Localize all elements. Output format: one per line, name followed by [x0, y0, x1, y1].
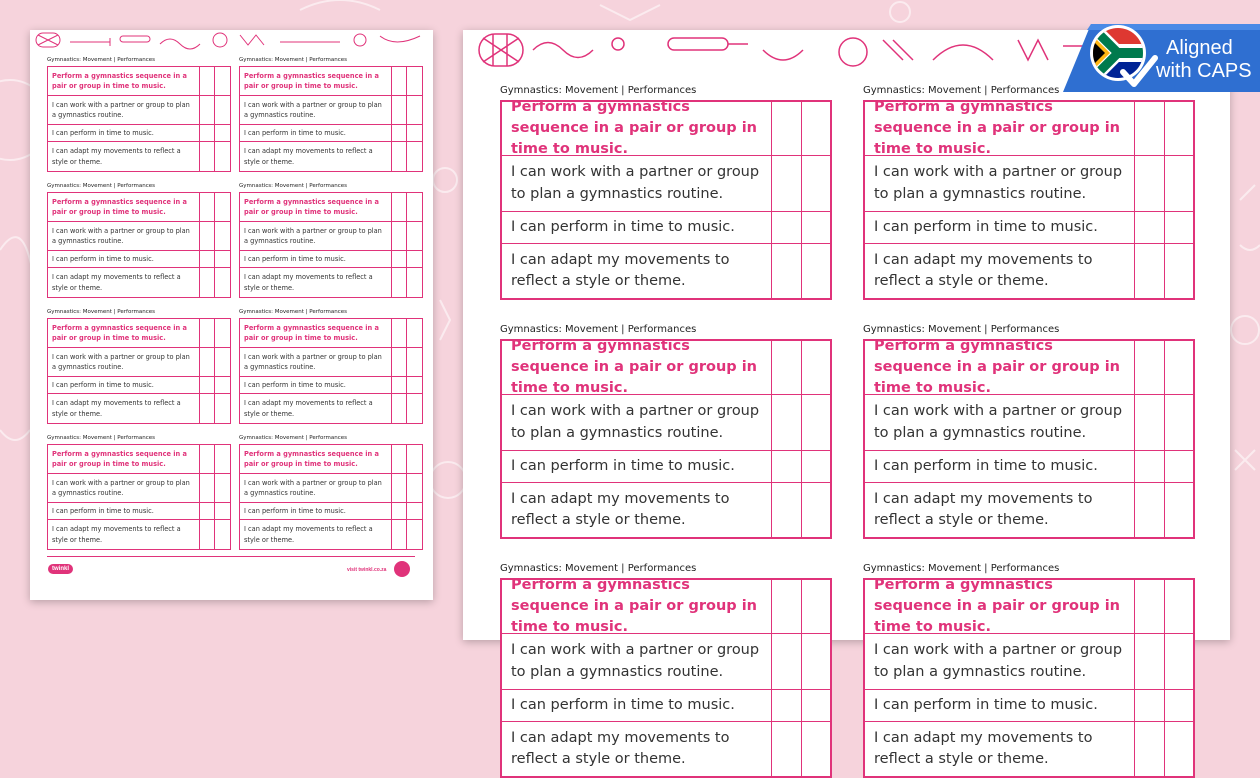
check-box[interactable] — [392, 193, 407, 222]
check-box[interactable] — [802, 156, 830, 212]
check-box[interactable] — [407, 125, 422, 142]
criterion-text: I can perform in time to music. — [240, 377, 392, 394]
card-title: Gymnastics: Movement | Performances — [239, 309, 347, 315]
check-box[interactable] — [802, 690, 830, 722]
criterion-text: I can adapt my movements to reflect a style or theme. — [240, 268, 392, 297]
criterion-text: I can perform in time to music. — [865, 690, 1135, 722]
check-box[interactable] — [200, 67, 215, 96]
check-box[interactable] — [200, 96, 215, 125]
footer-divider — [47, 556, 415, 557]
check-box[interactable] — [772, 580, 802, 634]
check-box[interactable] — [1135, 451, 1165, 483]
check-box[interactable] — [215, 67, 230, 96]
check-box[interactable] — [772, 212, 802, 244]
twinkl-badge-icon — [391, 560, 413, 578]
criterion-text: I can adapt my movements to reflect a style or theme. — [240, 142, 392, 171]
check-box[interactable] — [1135, 483, 1165, 537]
check-box[interactable] — [392, 394, 407, 423]
criterion-text: I can adapt my movements to reflect a style or theme. — [502, 722, 772, 776]
checklist-card — [239, 318, 423, 424]
objective-text: Perform a gymnastics sequence in a pair or group in time to music. — [502, 102, 772, 156]
criterion-text: I can perform in time to music. — [240, 251, 392, 268]
check-box[interactable] — [200, 445, 215, 474]
criterion-text: I can perform in time to music. — [240, 125, 392, 142]
card-title: Gymnastics: Movement | Performances — [47, 309, 155, 315]
check-box[interactable] — [407, 67, 422, 96]
check-box[interactable] — [1165, 156, 1193, 212]
card-title: Gymnastics: Movement | Performances — [239, 435, 347, 441]
check-box[interactable] — [407, 377, 422, 394]
check-box[interactable] — [802, 212, 830, 244]
check-box[interactable] — [392, 251, 407, 268]
card-title: Gymnastics: Movement | Performances — [47, 57, 155, 63]
objective-text: Perform a gymnastics sequence in a pair or group in time to music. — [865, 341, 1135, 395]
criterion-text: I can perform in time to music. — [48, 377, 200, 394]
criterion-text: I can work with a partner or group to plan a gymnastics routine. — [240, 222, 392, 251]
check-box[interactable] — [200, 125, 215, 142]
check-box[interactable] — [802, 102, 830, 156]
criterion-text: I can work with a partner or group to plan a gymnastics routine. — [865, 156, 1135, 212]
criterion-text: I can work with a partner or group to plan a gymnastics routine. — [48, 348, 200, 377]
check-box[interactable] — [200, 474, 215, 503]
check-box[interactable] — [1135, 634, 1165, 690]
criterion-text: I can adapt my movements to reflect a style or theme. — [240, 394, 392, 423]
check-box[interactable] — [200, 222, 215, 251]
card-title: Gymnastics: Movement | Performances — [500, 563, 697, 574]
check-box[interactable] — [215, 503, 230, 520]
objective-text: Perform a gymnastics sequence in a pair or group in time to music. — [48, 445, 200, 474]
criterion-text: I can work with a partner or group to plan a gymnastics routine. — [502, 634, 772, 690]
check-box[interactable] — [1165, 102, 1193, 156]
check-box[interactable] — [1135, 102, 1165, 156]
check-box[interactable] — [1135, 722, 1165, 776]
check-box[interactable] — [407, 319, 422, 348]
check-box[interactable] — [1165, 212, 1193, 244]
sports-doodle-banner — [30, 30, 433, 52]
check-box[interactable] — [1165, 722, 1193, 776]
check-box[interactable] — [1165, 580, 1193, 634]
checklist-card — [863, 339, 1195, 539]
criterion-text: I can work with a partner or group to plan a gymnastics routine. — [865, 634, 1135, 690]
criterion-text: I can work with a partner or group to plan a gymnastics routine. — [240, 348, 392, 377]
objective-text: Perform a gymnastics sequence in a pair or group in time to music. — [240, 67, 392, 96]
check-box[interactable] — [772, 395, 802, 451]
check-box[interactable] — [802, 395, 830, 451]
objective-text: Perform a gymnastics sequence in a pair or group in time to music. — [865, 102, 1135, 156]
check-box[interactable] — [215, 520, 230, 549]
check-box[interactable] — [407, 96, 422, 125]
card-title: Gymnastics: Movement | Performances — [47, 183, 155, 189]
check-box[interactable] — [1135, 156, 1165, 212]
check-box[interactable] — [772, 156, 802, 212]
worksheet-zoomed-page — [463, 30, 1230, 767]
badge-line-1: Aligned — [1166, 37, 1233, 59]
twinkl-logo: twinkl — [48, 564, 73, 574]
check-box[interactable] — [1165, 483, 1193, 537]
check-box[interactable] — [1135, 580, 1165, 634]
check-box[interactable] — [200, 348, 215, 377]
check-box[interactable] — [802, 244, 830, 298]
criterion-text: I can work with a partner or group to plan a gymnastics routine. — [502, 395, 772, 451]
check-box[interactable] — [392, 445, 407, 474]
checklist-card — [47, 444, 231, 550]
check-box[interactable] — [215, 268, 230, 297]
check-box[interactable] — [200, 142, 215, 171]
check-box[interactable] — [200, 193, 215, 222]
check-box[interactable] — [215, 125, 230, 142]
check-box[interactable] — [200, 251, 215, 268]
check-box[interactable] — [802, 722, 830, 776]
criterion-text: I can adapt my movements to reflect a style or theme. — [240, 520, 392, 549]
criterion-text: I can perform in time to music. — [502, 212, 772, 244]
check-box[interactable] — [407, 520, 422, 549]
check-box[interactable] — [392, 319, 407, 348]
checklist-card — [47, 66, 231, 172]
criterion-text: I can work with a partner or group to plan a gymnastics routine. — [48, 474, 200, 503]
criterion-text: I can perform in time to music. — [240, 503, 392, 520]
check-box[interactable] — [1135, 690, 1165, 722]
check-box[interactable] — [215, 96, 230, 125]
criterion-text: I can work with a partner or group to plan a gymnastics routine. — [240, 474, 392, 503]
check-box[interactable] — [1165, 690, 1193, 722]
checklist-card — [863, 100, 1195, 300]
checklist-card — [47, 318, 231, 424]
checklist-card — [500, 339, 832, 539]
card-title: Gymnastics: Movement | Performances — [47, 435, 155, 441]
checklist-card — [500, 578, 832, 778]
badge-line-2: with CAPS — [1156, 60, 1252, 82]
criterion-text: I can work with a partner or group to plan a gymnastics routine. — [48, 96, 200, 125]
checklist-card — [239, 444, 423, 550]
check-box[interactable] — [200, 520, 215, 549]
check-box[interactable] — [392, 503, 407, 520]
check-box[interactable] — [392, 520, 407, 549]
check-box[interactable] — [1165, 395, 1193, 451]
criterion-text: I can adapt my movements to reflect a style or theme. — [865, 722, 1135, 776]
objective-text: Perform a gymnastics sequence in a pair or group in time to music. — [502, 580, 772, 634]
check-box[interactable] — [407, 193, 422, 222]
check-box[interactable] — [407, 251, 422, 268]
check-box[interactable] — [1135, 244, 1165, 298]
objective-text: Perform a gymnastics sequence in a pair or group in time to music. — [240, 193, 392, 222]
checklist-card — [863, 578, 1195, 778]
check-box[interactable] — [802, 580, 830, 634]
objective-text: Perform a gymnastics sequence in a pair or group in time to music. — [48, 193, 200, 222]
check-box[interactable] — [215, 319, 230, 348]
check-box[interactable] — [215, 348, 230, 377]
check-box[interactable] — [802, 451, 830, 483]
check-box[interactable] — [215, 445, 230, 474]
footer-url[interactable]: visit twinkl.co.za — [347, 567, 387, 573]
check-box[interactable] — [407, 222, 422, 251]
check-box[interactable] — [1165, 451, 1193, 483]
card-title: Gymnastics: Movement | Performances — [500, 85, 697, 96]
checklist-card — [500, 100, 832, 300]
check-box[interactable] — [407, 474, 422, 503]
criterion-text: I can adapt my movements to reflect a style or theme. — [48, 268, 200, 297]
checkmark-icon — [1119, 54, 1159, 90]
check-box[interactable] — [392, 348, 407, 377]
check-box[interactable] — [215, 193, 230, 222]
check-box[interactable] — [802, 341, 830, 395]
check-box[interactable] — [215, 394, 230, 423]
check-box[interactable] — [200, 268, 215, 297]
check-box[interactable] — [772, 483, 802, 537]
check-box[interactable] — [1165, 341, 1193, 395]
criterion-text: I can perform in time to music. — [865, 212, 1135, 244]
check-box[interactable] — [200, 394, 215, 423]
caps-alignment-badge — [1063, 20, 1260, 92]
check-box[interactable] — [215, 377, 230, 394]
check-box[interactable] — [407, 445, 422, 474]
check-box[interactable] — [772, 634, 802, 690]
check-box[interactable] — [392, 474, 407, 503]
criterion-text: I can perform in time to music. — [48, 125, 200, 142]
check-box[interactable] — [392, 142, 407, 171]
criterion-text: I can adapt my movements to reflect a style or theme. — [502, 244, 772, 298]
criterion-text: I can perform in time to music. — [502, 690, 772, 722]
check-box[interactable] — [407, 394, 422, 423]
objective-text: Perform a gymnastics sequence in a pair or group in time to music. — [48, 319, 200, 348]
check-box[interactable] — [407, 268, 422, 297]
check-box[interactable] — [392, 222, 407, 251]
criterion-text: I can perform in time to music. — [502, 451, 772, 483]
card-title: Gymnastics: Movement | Performances — [239, 57, 347, 63]
card-title: Gymnastics: Movement | Performances — [863, 85, 1060, 96]
objective-text: Perform a gymnastics sequence in a pair or group in time to music. — [865, 580, 1135, 634]
card-title: Gymnastics: Movement | Performances — [863, 324, 1060, 335]
objective-text: Perform a gymnastics sequence in a pair or group in time to music. — [240, 319, 392, 348]
check-box[interactable] — [392, 125, 407, 142]
check-box[interactable] — [407, 503, 422, 520]
check-box[interactable] — [200, 503, 215, 520]
check-box[interactable] — [772, 102, 802, 156]
check-box[interactable] — [200, 377, 215, 394]
card-title: Gymnastics: Movement | Performances — [500, 324, 697, 335]
worksheet-thumbnail-page — [30, 30, 433, 600]
check-box[interactable] — [215, 474, 230, 503]
checklist-card — [47, 192, 231, 298]
criterion-text: I can perform in time to music. — [48, 503, 200, 520]
criterion-text: I can adapt my movements to reflect a style or theme. — [502, 483, 772, 537]
checklist-card — [239, 192, 423, 298]
check-box[interactable] — [392, 96, 407, 125]
checklist-card — [239, 66, 423, 172]
check-box[interactable] — [1165, 634, 1193, 690]
check-box[interactable] — [215, 251, 230, 268]
card-title: Gymnastics: Movement | Performances — [239, 183, 347, 189]
check-box[interactable] — [802, 483, 830, 537]
check-box[interactable] — [1135, 341, 1165, 395]
check-box[interactable] — [772, 244, 802, 298]
check-box[interactable] — [772, 341, 802, 395]
check-box[interactable] — [392, 268, 407, 297]
check-box[interactable] — [772, 690, 802, 722]
check-box[interactable] — [407, 142, 422, 171]
check-box[interactable] — [407, 348, 422, 377]
objective-text: Perform a gymnastics sequence in a pair or group in time to music. — [240, 445, 392, 474]
check-box[interactable] — [200, 319, 215, 348]
criterion-text: I can work with a partner or group to plan a gymnastics routine. — [865, 395, 1135, 451]
criterion-text: I can work with a partner or group to plan a gymnastics routine. — [240, 96, 392, 125]
check-box[interactable] — [772, 451, 802, 483]
criterion-text: I can work with a partner or group to plan a gymnastics routine. — [502, 156, 772, 212]
criterion-text: I can adapt my movements to reflect a style or theme. — [48, 520, 200, 549]
criterion-text: I can adapt my movements to reflect a style or theme. — [48, 142, 200, 171]
criterion-text: I can adapt my movements to reflect a style or theme. — [865, 483, 1135, 537]
check-box[interactable] — [1135, 212, 1165, 244]
objective-text: Perform a gymnastics sequence in a pair or group in time to music. — [48, 67, 200, 96]
objective-text: Perform a gymnastics sequence in a pair or group in time to music. — [502, 341, 772, 395]
check-box[interactable] — [392, 67, 407, 96]
check-box[interactable] — [1165, 244, 1193, 298]
criterion-text: I can adapt my movements to reflect a style or theme. — [865, 244, 1135, 298]
criterion-text: I can perform in time to music. — [865, 451, 1135, 483]
check-box[interactable] — [802, 634, 830, 690]
check-box[interactable] — [772, 722, 802, 776]
criterion-text: I can adapt my movements to reflect a style or theme. — [48, 394, 200, 423]
check-box[interactable] — [215, 142, 230, 171]
check-box[interactable] — [1135, 395, 1165, 451]
check-box[interactable] — [215, 222, 230, 251]
card-title: Gymnastics: Movement | Performances — [863, 563, 1060, 574]
check-box[interactable] — [392, 377, 407, 394]
criterion-text: I can work with a partner or group to plan a gymnastics routine. — [48, 222, 200, 251]
criterion-text: I can perform in time to music. — [48, 251, 200, 268]
